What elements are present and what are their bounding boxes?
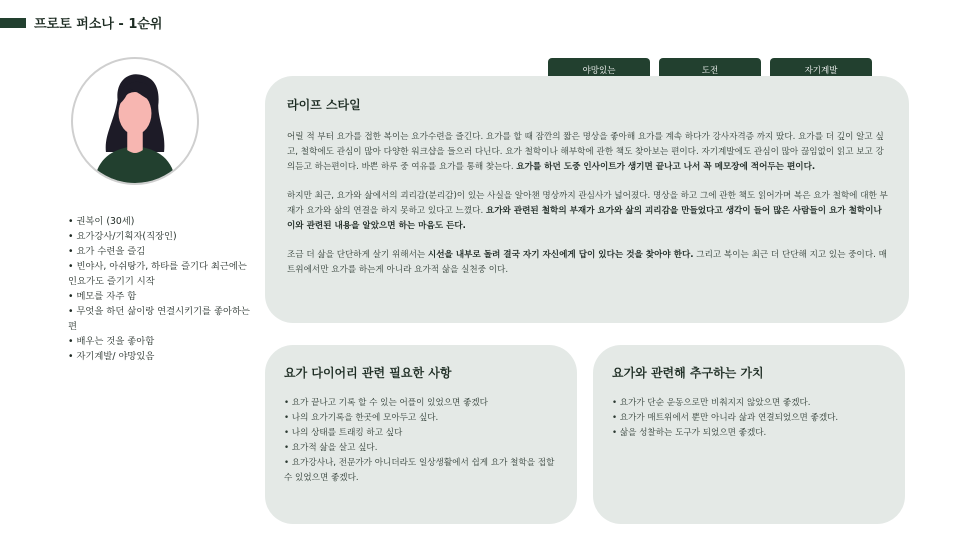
list-item: • 요가가 단순 운동으로만 비춰지지 않았으면 좋겠다.: [612, 398, 811, 408]
needs-list: [284, 396, 559, 486]
fact-item: • 빈야사, 아쉬탕가, 하타를 즐기다 최근에는 인요가도 즐기기 시작: [68, 261, 247, 287]
tag-self-development: 자기계발: [770, 58, 872, 84]
list-item: • 요가 끝나고 기록 할 수 있는 어플이 있었으면 좋겠다: [284, 398, 488, 408]
needs-title: 요가 다이어리 관련 필요한 사항: [284, 366, 452, 380]
list-item: • 요가강사나, 전문가가 아니더라도 일상생활에서 쉽게 요가 철학을 접할 수 있었으면 좋겠다.: [284, 458, 555, 483]
title-accent-bar: [0, 18, 26, 28]
lifestyle-p2-text: 하지만 최근, 요가와 삶에서의 괴리감(분리감)이 있는 사실을 알아챈 명상까지 관심사가 넓어졌다. 명상을 하고 그에 관한 책도 읽어가며 복은 요가 철학에 대한 부재가 요가와 삶의 연결을 하지 못하고 있다고 느꼈다.: [287, 191, 888, 216]
persona-illustration: [73, 59, 197, 183]
needs-card: [265, 345, 577, 524]
lifestyle-paragraph-2: [287, 189, 889, 234]
fact-item: • 무엇을 하던 삶이랑 연결시키기를 좋아하는 편: [68, 306, 250, 332]
list-item: • 나의 상태를 트래킹 하고 싶다: [284, 428, 403, 438]
lifestyle-paragraph-3: [287, 248, 889, 278]
lifestyle-card: [265, 76, 909, 323]
lifestyle-p3-text-a: 조금 더 삶을 단단하게 살기 위해서는: [287, 250, 426, 260]
list-item: • 나의 요가기록을 한곳에 모아두고 싶다.: [284, 413, 439, 423]
lifestyle-p3-text-b: 그리고 복이는 최근 더 단단해 지고 있는 중이다. 매트위에서만 요가를 하는게 아니라 요가적 삶을 실천중 이다.: [287, 250, 887, 275]
tag-ambitious: 야망있는: [548, 58, 650, 84]
lifestyle-paragraph-1: [287, 130, 889, 175]
page-title: 프로토 퍼소나 - 1순위: [34, 17, 163, 32]
fact-item: • 권복이 (30세): [68, 216, 135, 227]
list-item: • 삶을 성찰하는 도구가 되었으면 좋겠다.: [612, 428, 767, 438]
values-title: 요가와 관련해 추구하는 가치: [612, 366, 764, 380]
lifestyle-p1-text: 어릴 적 부터 요가를 접한 복이는 요가수련을 즐긴다. 요가를 할 때 잠깐의 짧은 명상을 좋아해 요가를 계속 하다가 강사자격증 까지 땄다. 요가를 더 깊이 알고 싶고, 철학에도 관심이 많아 다양한 워크샵을 들으러 다닌다. 요가 철학이나 해부학에 관한 책도 찾아보는 편이다. 자기계발에도 관심이 많아 끊임없이 읽고 보고 강의듣고 하는편이다. 바쁜 하루 중 여유를 요가를 통해 찾는다.: [287, 132, 884, 172]
list-item: • 요가적 삶을 살고 싶다.: [284, 443, 378, 453]
lifestyle-p3-highlight: 시선을 내부로 돌려 결국 자기 자신에게 답이 있다는 것을 찾아야 한다.: [427, 250, 694, 260]
lifestyle-title: 라이프 스타일: [287, 98, 361, 112]
avatar: [71, 57, 199, 185]
fact-item: • 자기계발/ 야망있음: [68, 351, 155, 362]
fact-item: • 요가강사/기획자(직장인): [68, 231, 177, 242]
values-card: [593, 345, 905, 524]
lifestyle-p1-highlight: 요가를 하던 도중 인사이트가 생기면 끝나고 나서 꼭 메모장에 적어두는 편이다.: [516, 162, 816, 172]
tag-challenge: 도전: [659, 58, 761, 84]
list-item: • 요가가 매트위에서 뿐만 아니라 삶과 연결되었으면 좋겠다.: [612, 413, 839, 423]
values-list: [612, 396, 887, 441]
fact-item: • 메모를 자주 함: [68, 291, 137, 302]
lifestyle-p2-highlight: 요가와 관련된 철학의 부재가 요가와 삶의 괴리감을 만들었다고 생각이 들어 많은 사람들이 요가 철학이나 이와 관련된 내용을 알았으면 하는 마음도 든다.: [287, 206, 882, 231]
profile-facts: [68, 214, 258, 364]
fact-item: • 배우는 것을 좋아함: [68, 336, 155, 347]
fact-item: • 요가 수련을 즐김: [68, 246, 146, 257]
